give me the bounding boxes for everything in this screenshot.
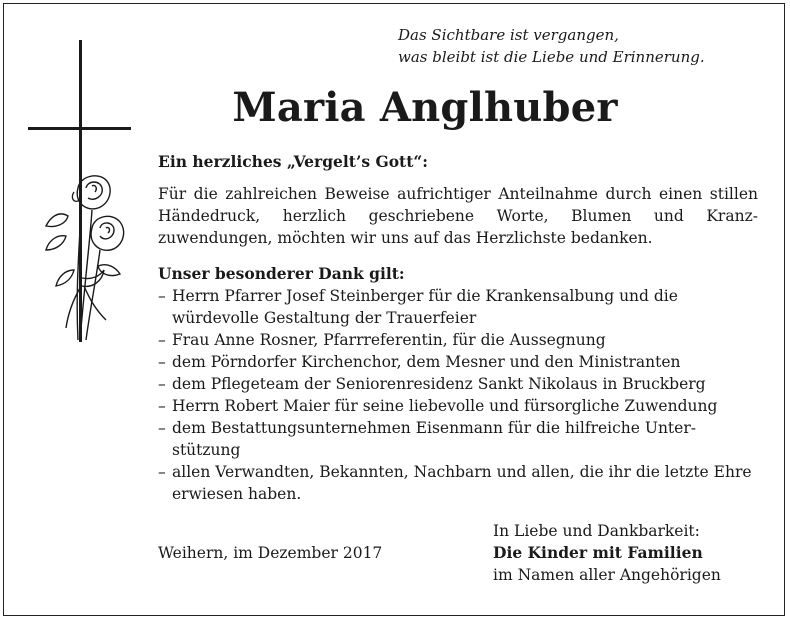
thanks-heading: Unser besonderer Dank gilt: [158,264,405,283]
closing-phrase: In Liebe und Dankbarkeit: [493,522,700,540]
intro-heading: Ein herzliches „Vergelt’s Gott“: [158,152,429,171]
notice-body [158,151,758,505]
thanks-item: – Herrn Robert Maier für seine liebevolle und fürsorgliche Zuwendung [158,395,758,417]
deceased-name: Maria Anglhuber [232,84,618,131]
thanks-item: – allen Verwandten, Bekannten, Nachbarn und allen, die ihr die letzte Ehre erwiesen haben. [158,461,758,505]
motto-line-2: was bleibt ist die Liebe und Erinnerung. [398,48,705,66]
signers-sub: im Namen aller Angehörigen [493,566,721,584]
thanks-list [158,285,758,505]
roses-icon [40,170,140,340]
motto [398,24,758,68]
thanks-item: – Frau Anne Rosner, Pfarrreferentin, für die Aussegnung [158,329,758,351]
signers: Die Kinder mit Familien [493,543,703,562]
intro-text: Für die zahlreichen Beweise aufrichtiger Anteilnahme durch einen stillen Händedruck, herzlich geschriebene Worte, Blumen und Kranzzuwendungen, möchten wir uns auf das Herzlichste bedanken. [158,185,758,247]
thanks-item: – dem Pflegeteam der Seniorenresidenz Sankt Nikolaus in Bruckberg [158,373,758,395]
thanks-item: – dem Pörndorfer Kirchenchor, dem Mesner und den Ministranten [158,351,758,373]
thanks-item: – dem Bestattungsunternehmen Eisenmann für die hilfreiche Unterstützung [158,417,758,461]
thanks-item: – Herrn Pfarrer Josef Steinberger für die Krankensalbung und die würdevolle Gestaltung der Trauerfeier [158,285,758,329]
cross-horizontal-bar [28,127,131,130]
motto-line-1: Das Sichtbare ist vergangen, [398,26,619,44]
signature-block [493,520,721,586]
place-date: Weihern, im Dezember 2017 [158,544,383,562]
